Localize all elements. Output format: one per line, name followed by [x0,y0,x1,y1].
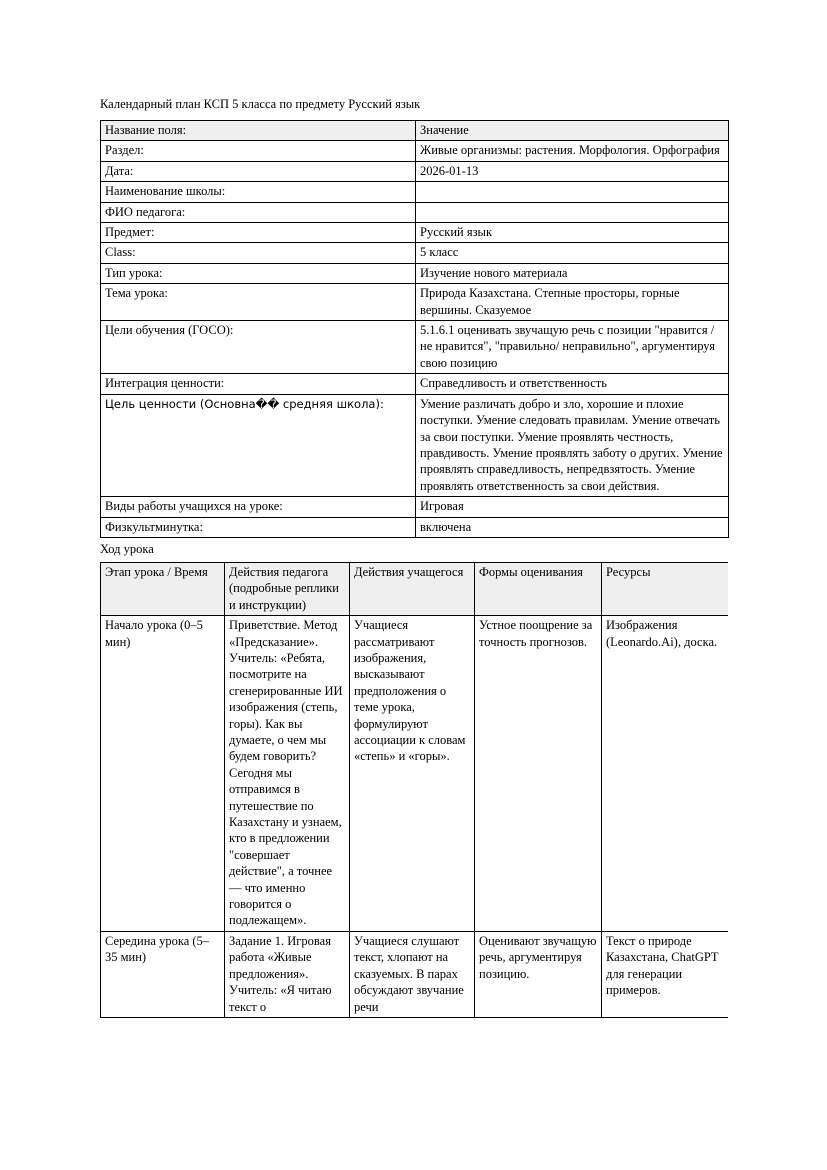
cell-stage: Начало урока (0–5 мин) [101,616,225,932]
cell-teacher-actions: Задание 1. Игровая работа «Живые предложения». Учитель: «Я читаю текст о [225,931,350,1017]
field-value: Изучение нового материала [416,263,729,283]
lesson-flow-clip [100,562,728,1018]
table-row [101,202,729,222]
header-cell-stage: Этап урока / Время [101,562,225,615]
table-row [101,223,729,243]
header-cell-field-name: Название поля: [101,121,416,141]
table-row [101,321,729,374]
page-title: Календарный план КСП 5 класса по предмету Русский язык [100,97,421,111]
table-row [101,394,729,496]
field-value: 2026-01-13 [416,161,729,181]
table-row [101,517,729,537]
field-name: ФИО педагога: [101,202,416,222]
field-value [416,182,729,202]
header-cell-assessment-forms: Формы оценивания [475,562,602,615]
cell-teacher-actions: Приветствие. Метод «Предсказание». Учитель: «Ребята, посмотрите на сгенерированные ИИ изображения (степь, горы). Как вы думаете, о чем мы будем говорить? Сегодня мы отправимся в путешествие по Казахстану и узнаем, кто в предложении "совершает действие", а точнее — что именно говорится о подлежащем». [225,616,350,932]
field-name: Предмет: [101,223,416,243]
field-name: Интеграция ценности: [101,374,416,394]
cell-resources: Изображения (Leonardo.Ai), доска. [602,616,729,932]
table-header-row [101,121,729,141]
field-name: Дата: [101,161,416,181]
cell-assessment-forms: Устное поощрение за точность прогнозов. [475,616,602,932]
lesson-fields-table [100,120,729,538]
field-value: Игровая [416,497,729,517]
field-value: включена [416,517,729,537]
field-value: Русский язык [416,223,729,243]
field-value [416,202,729,222]
field-name: Тип урока: [101,263,416,283]
lesson-flow-label: Ход урока [100,541,154,556]
table-row [101,284,729,321]
cell-stage: Середина урока (5–35 мин) [101,931,225,1017]
table-row [101,616,729,932]
field-name: Физкультминутка: [101,517,416,537]
lesson-fields-body [101,121,729,538]
table-row [101,141,729,161]
table-row [101,374,729,394]
table-row [101,161,729,181]
field-name: Тема урока: [101,284,416,321]
table-row [101,931,729,1017]
field-name: Виды работы учащихся на уроке: [101,497,416,517]
header-cell-student-actions: Действия учащегося [350,562,475,615]
table-row [101,243,729,263]
document-content [100,96,728,1018]
field-value: Природа Казахстана. Степные просторы, горные вершины. Сказуемое [416,284,729,321]
field-value: Справедливость и ответственность [416,374,729,394]
header-cell-teacher-actions: Действия педагога (подробные реплики и инструкции) [225,562,350,615]
cell-student-actions: Учащиеся слушают текст, хлопают на сказуемых. В парах обсуждают звучание речи [350,931,475,1017]
header-cell-field-value: Значение [416,121,729,141]
cell-resources: Текст о природе Казахстана, ChatGPT для генерации примеров. [602,931,729,1017]
table-header-row [101,562,729,615]
cell-student-actions: Учащиеся рассматривают изображения, высказывают предположения о теме урока, формулируют ассоциации к словам «степь» и «горы». [350,616,475,932]
table-row [101,263,729,283]
field-value: Умение различать добро и зло, хорошие и плохие поступки. Умение следовать правилам. Умение отвечать за свои поступки. Умение проявлять честность, правдивость. Умение проявлять заботу о других. Умение проявлять справедливость, непредвзятость. Умение проявлять ответственность за свои действия. [416,394,729,496]
field-name: Наименование школы: [101,182,416,202]
field-value: 5.1.6.1 оценивать звучащую речь с позиции "нравится /не нравится", "правильно/ неправильно", аргументируя свою позицию [416,321,729,374]
field-value: 5 класс [416,243,729,263]
field-name: Class: [101,243,416,263]
lesson-flow-body [101,562,729,1017]
cell-assessment-forms: Оценивают звучащую речь, аргументируя позицию. [475,931,602,1017]
field-name: Цель ценности (Основна�� средняя школа): [101,394,416,496]
field-name: Цели обучения (ГОСО): [101,321,416,374]
field-name: Раздел: [101,141,416,161]
header-cell-resources: Ресурсы [602,562,729,615]
lesson-flow-table [100,562,728,1018]
field-value: Живые организмы: растения. Морфология. Орфография [416,141,729,161]
table-row [101,182,729,202]
table-row [101,497,729,517]
